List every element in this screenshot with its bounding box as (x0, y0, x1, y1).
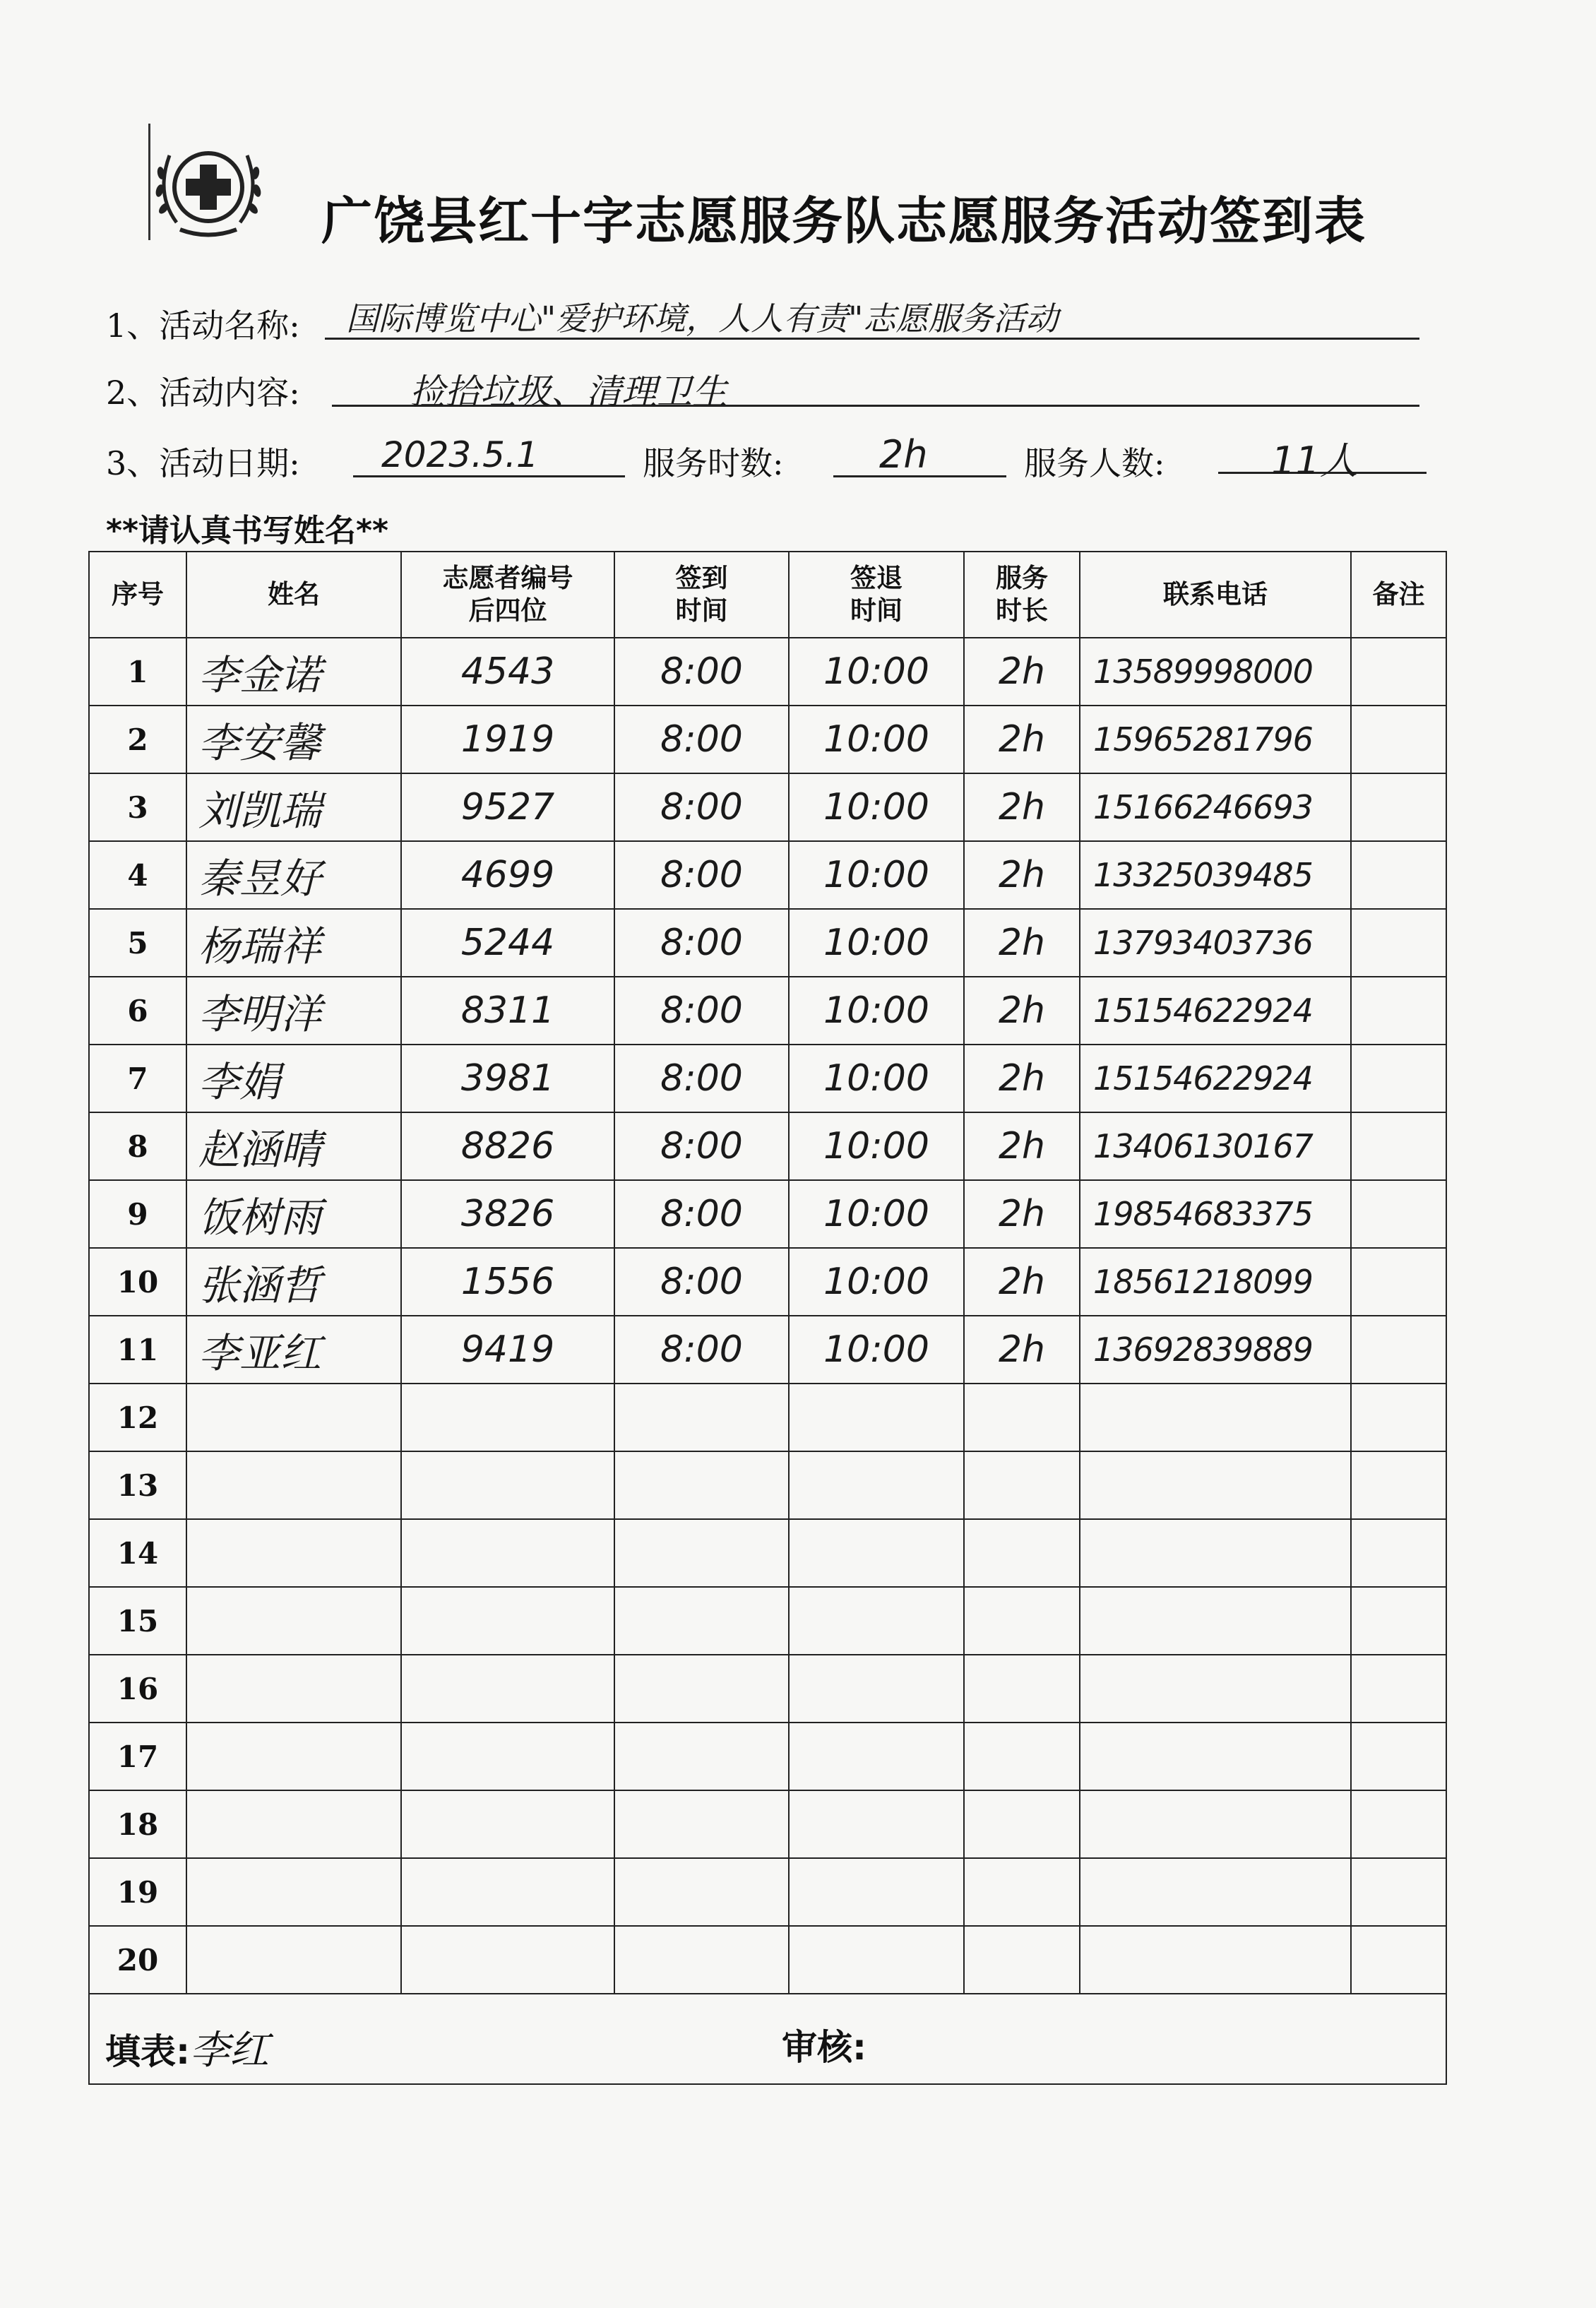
table-row (89, 1384, 1446, 1451)
table-row (89, 1926, 1446, 1994)
table-row (89, 1112, 1446, 1180)
row-index-cell: 14 (89, 1519, 186, 1587)
phone-number-cell[interactable]: 13589998000 (1080, 638, 1351, 706)
phone-number-cell[interactable]: 18561218099 (1080, 1248, 1351, 1316)
phone-number-cell[interactable]: 15154622924 (1080, 1045, 1351, 1112)
checkin-time-cell[interactable] (614, 1655, 789, 1723)
volunteer-id-cell[interactable] (401, 1723, 614, 1790)
phone-number-cell[interactable] (1080, 1451, 1351, 1519)
filler-signature[interactable]: 李红 (190, 2028, 269, 2074)
row-index-cell: 11 (89, 1316, 186, 1384)
service-duration-cell[interactable] (964, 1723, 1080, 1790)
activity-name-value[interactable]: 国际博览中心"爱护环境，人人有责"志愿服务活动 (346, 299, 1059, 338)
phone-number-cell[interactable] (1080, 1858, 1351, 1926)
row-index-cell: 16 (89, 1655, 186, 1723)
volunteer-name-cell[interactable] (186, 1519, 401, 1587)
phone-number-cell[interactable]: 13406130167 (1080, 1112, 1351, 1180)
volunteer-name-cell[interactable]: 李明洋 (186, 977, 401, 1045)
checkin-time-cell[interactable] (614, 1926, 789, 1994)
volunteer-name-cell[interactable]: 杨瑞祥 (186, 909, 401, 977)
page-title: 广饶县红十字志愿服务队志愿服务活动签到表 (321, 191, 1367, 251)
remark-cell[interactable] (1351, 1655, 1446, 1723)
checkin-time-cell[interactable]: 8:00 (614, 977, 789, 1045)
remark-cell[interactable] (1351, 841, 1446, 909)
table-row (89, 1723, 1446, 1790)
volunteer-name-cell[interactable] (186, 1655, 401, 1723)
checkout-time-cell[interactable] (789, 1858, 964, 1926)
service-duration-cell[interactable]: 2h (964, 1248, 1080, 1316)
checkin-time-cell[interactable] (614, 1587, 789, 1655)
volunteer-name-cell[interactable] (186, 1451, 401, 1519)
header-checkin-time: 签到 时间 (614, 552, 789, 638)
checkin-time-cell[interactable]: 8:00 (614, 638, 789, 706)
row-index-cell: 20 (89, 1926, 186, 1994)
table-row (89, 1858, 1446, 1926)
phone-number-cell[interactable] (1080, 1587, 1351, 1655)
checkin-time-cell[interactable]: 8:00 (614, 1112, 789, 1180)
row-index-cell: 6 (89, 977, 186, 1045)
volunteer-id-cell[interactable] (401, 1587, 614, 1655)
checkout-time-cell[interactable]: 10:00 (789, 841, 964, 909)
remark-cell[interactable] (1351, 773, 1446, 841)
table-row (89, 706, 1446, 773)
phone-number-cell[interactable]: 15154622924 (1080, 977, 1351, 1045)
phone-number-cell[interactable]: 13793403736 (1080, 909, 1351, 977)
volunteer-id-cell[interactable] (401, 1384, 614, 1451)
volunteer-id-cell[interactable]: 1919 (401, 706, 614, 773)
checkout-time-cell[interactable]: 10:00 (789, 1316, 964, 1384)
volunteer-name-cell[interactable]: 李亚红 (186, 1316, 401, 1384)
checkout-time-cell[interactable] (789, 1655, 964, 1723)
service-hours-label: 服务时数: (643, 444, 784, 482)
volunteer-name-cell[interactable] (186, 1858, 401, 1926)
remark-cell[interactable] (1351, 1587, 1446, 1655)
row-index-cell: 1 (89, 638, 186, 706)
volunteer-name-cell[interactable]: 秦昱好 (186, 841, 401, 909)
service-duration-cell[interactable]: 2h (964, 1045, 1080, 1112)
service-duration-cell[interactable]: 2h (964, 706, 1080, 773)
remark-cell[interactable] (1351, 1858, 1446, 1926)
checkout-time-cell[interactable] (789, 1723, 964, 1790)
checkout-time-cell[interactable] (789, 1384, 964, 1451)
row-index-cell: 10 (89, 1248, 186, 1316)
volunteer-id-cell[interactable]: 9419 (401, 1316, 614, 1384)
service-duration-cell[interactable] (964, 1926, 1080, 1994)
phone-number-cell[interactable] (1080, 1926, 1351, 1994)
activity-date-underline (353, 475, 625, 477)
row-index-cell: 17 (89, 1723, 186, 1790)
volunteer-id-cell[interactable]: 3826 (401, 1180, 614, 1248)
volunteer-name-cell[interactable] (186, 1926, 401, 1994)
phone-number-cell[interactable] (1080, 1723, 1351, 1790)
table-row (89, 1790, 1446, 1858)
volunteer-name-cell[interactable]: 李安馨 (186, 706, 401, 773)
service-duration-cell[interactable] (964, 1587, 1080, 1655)
remark-cell[interactable] (1351, 1112, 1446, 1180)
header-idx: 序号 (89, 552, 186, 638)
volunteer-id-cell[interactable]: 3981 (401, 1045, 614, 1112)
table-row (89, 1248, 1446, 1316)
phone-number-cell[interactable] (1080, 1384, 1351, 1451)
row-index-cell: 7 (89, 1045, 186, 1112)
remark-cell[interactable] (1351, 1926, 1446, 1994)
remark-cell[interactable] (1351, 977, 1446, 1045)
phone-number-cell[interactable]: 13325039485 (1080, 841, 1351, 909)
checkin-time-cell[interactable]: 8:00 (614, 909, 789, 977)
checkout-time-cell[interactable]: 10:00 (789, 1045, 964, 1112)
service-duration-cell[interactable] (964, 1451, 1080, 1519)
row-index-cell: 5 (89, 909, 186, 977)
volunteer-id-cell[interactable]: 9527 (401, 773, 614, 841)
row-index-cell: 3 (89, 773, 186, 841)
volunteer-id-cell[interactable]: 8826 (401, 1112, 614, 1180)
volunteer-count-label: 服务人数: (1024, 444, 1165, 482)
remark-cell[interactable] (1351, 1723, 1446, 1790)
service-duration-cell[interactable]: 2h (964, 909, 1080, 977)
service-duration-cell[interactable] (964, 1790, 1080, 1858)
table-row (89, 1655, 1446, 1723)
service-duration-cell[interactable] (964, 1655, 1080, 1723)
service-duration-cell[interactable] (964, 1519, 1080, 1587)
volunteer-count-value[interactable]: 11人 (1271, 439, 1358, 483)
row-index-cell: 4 (89, 841, 186, 909)
table-row (89, 1587, 1446, 1655)
remark-cell[interactable] (1351, 638, 1446, 706)
volunteer-name-cell[interactable]: 刘凯瑞 (186, 773, 401, 841)
header-phone: 联系电话 (1080, 552, 1351, 638)
header-duration: 服务 时长 (964, 552, 1080, 638)
table-row (89, 773, 1446, 841)
volunteer-name-cell[interactable]: 饭树雨 (186, 1180, 401, 1248)
red-cross-emblem-icon (148, 124, 268, 244)
footer-cell (89, 1994, 1446, 2084)
checkin-time-cell[interactable] (614, 1384, 789, 1451)
checkout-time-cell[interactable]: 10:00 (789, 977, 964, 1045)
checkin-time-cell[interactable]: 8:00 (614, 706, 789, 773)
volunteer-id-cell[interactable] (401, 1926, 614, 1994)
checkin-time-cell[interactable]: 8:00 (614, 1316, 789, 1384)
service-duration-cell[interactable]: 2h (964, 1316, 1080, 1384)
header-volunteer-id: 志愿者编号 后四位 (401, 552, 614, 638)
remark-cell[interactable] (1351, 706, 1446, 773)
checkout-time-cell[interactable] (789, 1451, 964, 1519)
service-duration-cell[interactable] (964, 1858, 1080, 1926)
phone-number-cell[interactable]: 15965281796 (1080, 706, 1351, 773)
volunteer-id-cell[interactable] (401, 1519, 614, 1587)
row-index-cell: 13 (89, 1451, 186, 1519)
checkin-time-cell[interactable]: 8:00 (614, 1045, 789, 1112)
table-row (89, 638, 1446, 706)
checkout-time-cell[interactable]: 10:00 (789, 706, 964, 773)
volunteer-name-cell[interactable] (186, 1790, 401, 1858)
checkin-time-cell[interactable]: 8:00 (614, 841, 789, 909)
table-row (89, 1316, 1446, 1384)
volunteer-id-cell[interactable] (401, 1858, 614, 1926)
service-duration-cell[interactable]: 2h (964, 1180, 1080, 1248)
service-duration-cell[interactable]: 2h (964, 1112, 1080, 1180)
table-row (89, 1519, 1446, 1587)
table-row (89, 1045, 1446, 1112)
header-remark: 备注 (1351, 552, 1446, 638)
phone-number-cell[interactable]: 13692839889 (1080, 1316, 1351, 1384)
checkout-time-cell[interactable] (789, 1790, 964, 1858)
table-row (89, 1451, 1446, 1519)
activity-date-label: 3、活动日期: (106, 444, 300, 482)
checkin-time-cell[interactable] (614, 1451, 789, 1519)
volunteer-name-cell[interactable] (186, 1384, 401, 1451)
volunteer-name-cell[interactable] (186, 1587, 401, 1655)
volunteer-id-cell[interactable] (401, 1790, 614, 1858)
checkin-time-cell[interactable] (614, 1858, 789, 1926)
checkout-time-cell[interactable]: 10:00 (789, 1112, 964, 1180)
volunteer-id-cell[interactable]: 4543 (401, 638, 614, 706)
checkout-time-cell[interactable] (789, 1587, 964, 1655)
table-header-row (89, 552, 1446, 638)
checkin-time-cell[interactable] (614, 1519, 789, 1587)
service-duration-cell[interactable]: 2h (964, 773, 1080, 841)
checkout-time-cell[interactable]: 10:00 (789, 1180, 964, 1248)
checkin-time-cell[interactable]: 8:00 (614, 1248, 789, 1316)
row-index-cell: 19 (89, 1858, 186, 1926)
table-row (89, 841, 1446, 909)
filler-label: 填表: (105, 2031, 190, 2072)
signin-table (88, 551, 1447, 2085)
service-duration-cell[interactable]: 2h (964, 841, 1080, 909)
remark-cell[interactable] (1351, 1248, 1446, 1316)
instruction-note: **请认真书写姓名** (106, 513, 389, 549)
remark-cell[interactable] (1351, 1316, 1446, 1384)
checkin-time-cell[interactable]: 8:00 (614, 773, 789, 841)
checkout-time-cell[interactable] (789, 1519, 964, 1587)
volunteer-name-cell[interactable]: 赵涵晴 (186, 1112, 401, 1180)
checkout-time-cell[interactable] (789, 1926, 964, 1994)
checkout-time-cell[interactable]: 10:00 (789, 909, 964, 977)
row-index-cell: 9 (89, 1180, 186, 1248)
checkin-time-cell[interactable] (614, 1723, 789, 1790)
checkout-time-cell[interactable]: 10:00 (789, 1248, 964, 1316)
volunteer-id-cell[interactable]: 8311 (401, 977, 614, 1045)
volunteer-id-cell[interactable] (401, 1655, 614, 1723)
activity-content-value[interactable]: 捡拾垃圾、清理卫生 (410, 371, 727, 412)
row-index-cell: 18 (89, 1790, 186, 1858)
service-hours-value[interactable]: 2h (879, 432, 928, 477)
table-row (89, 977, 1446, 1045)
volunteer-name-cell[interactable]: 李娟 (186, 1045, 401, 1112)
phone-number-cell[interactable]: 15166246693 (1080, 773, 1351, 841)
activity-content-label: 2、活动内容: (106, 374, 300, 412)
row-index-cell: 2 (89, 706, 186, 773)
checkout-time-cell[interactable]: 10:00 (789, 773, 964, 841)
phone-number-cell[interactable] (1080, 1655, 1351, 1723)
activity-name-label: 1、活动名称: (106, 307, 300, 345)
volunteer-id-cell[interactable]: 5244 (401, 909, 614, 977)
service-duration-cell[interactable]: 2h (964, 638, 1080, 706)
row-index-cell: 12 (89, 1384, 186, 1451)
remark-cell[interactable] (1351, 1519, 1446, 1587)
volunteer-id-cell[interactable]: 1556 (401, 1248, 614, 1316)
header-checkout-time: 签退 时间 (789, 552, 964, 638)
volunteer-id-cell[interactable] (401, 1451, 614, 1519)
activity-date-value[interactable]: 2023.5.1 (381, 434, 539, 475)
row-index-cell: 15 (89, 1587, 186, 1655)
remark-cell[interactable] (1351, 909, 1446, 977)
reviewer-label: 审核: (782, 2027, 867, 2068)
remark-cell[interactable] (1351, 1451, 1446, 1519)
table-row (89, 1180, 1446, 1248)
service-duration-cell[interactable] (964, 1384, 1080, 1451)
remark-cell[interactable] (1351, 1045, 1446, 1112)
phone-number-cell[interactable] (1080, 1790, 1351, 1858)
volunteer-name-cell[interactable]: 李金诺 (186, 638, 401, 706)
table-footer-row (89, 1994, 1446, 2084)
checkin-time-cell[interactable]: 8:00 (614, 1180, 789, 1248)
checkout-time-cell[interactable]: 10:00 (789, 638, 964, 706)
phone-number-cell[interactable] (1080, 1519, 1351, 1587)
volunteer-name-cell[interactable]: 张涵哲 (186, 1248, 401, 1316)
row-index-cell: 8 (89, 1112, 186, 1180)
service-duration-cell[interactable]: 2h (964, 977, 1080, 1045)
remark-cell[interactable] (1351, 1180, 1446, 1248)
volunteer-id-cell[interactable]: 4699 (401, 841, 614, 909)
remark-cell[interactable] (1351, 1790, 1446, 1858)
header-name: 姓名 (186, 552, 401, 638)
volunteer-name-cell[interactable] (186, 1723, 401, 1790)
checkin-time-cell[interactable] (614, 1790, 789, 1858)
table-row (89, 909, 1446, 977)
phone-number-cell[interactable]: 19854683375 (1080, 1180, 1351, 1248)
remark-cell[interactable] (1351, 1384, 1446, 1451)
